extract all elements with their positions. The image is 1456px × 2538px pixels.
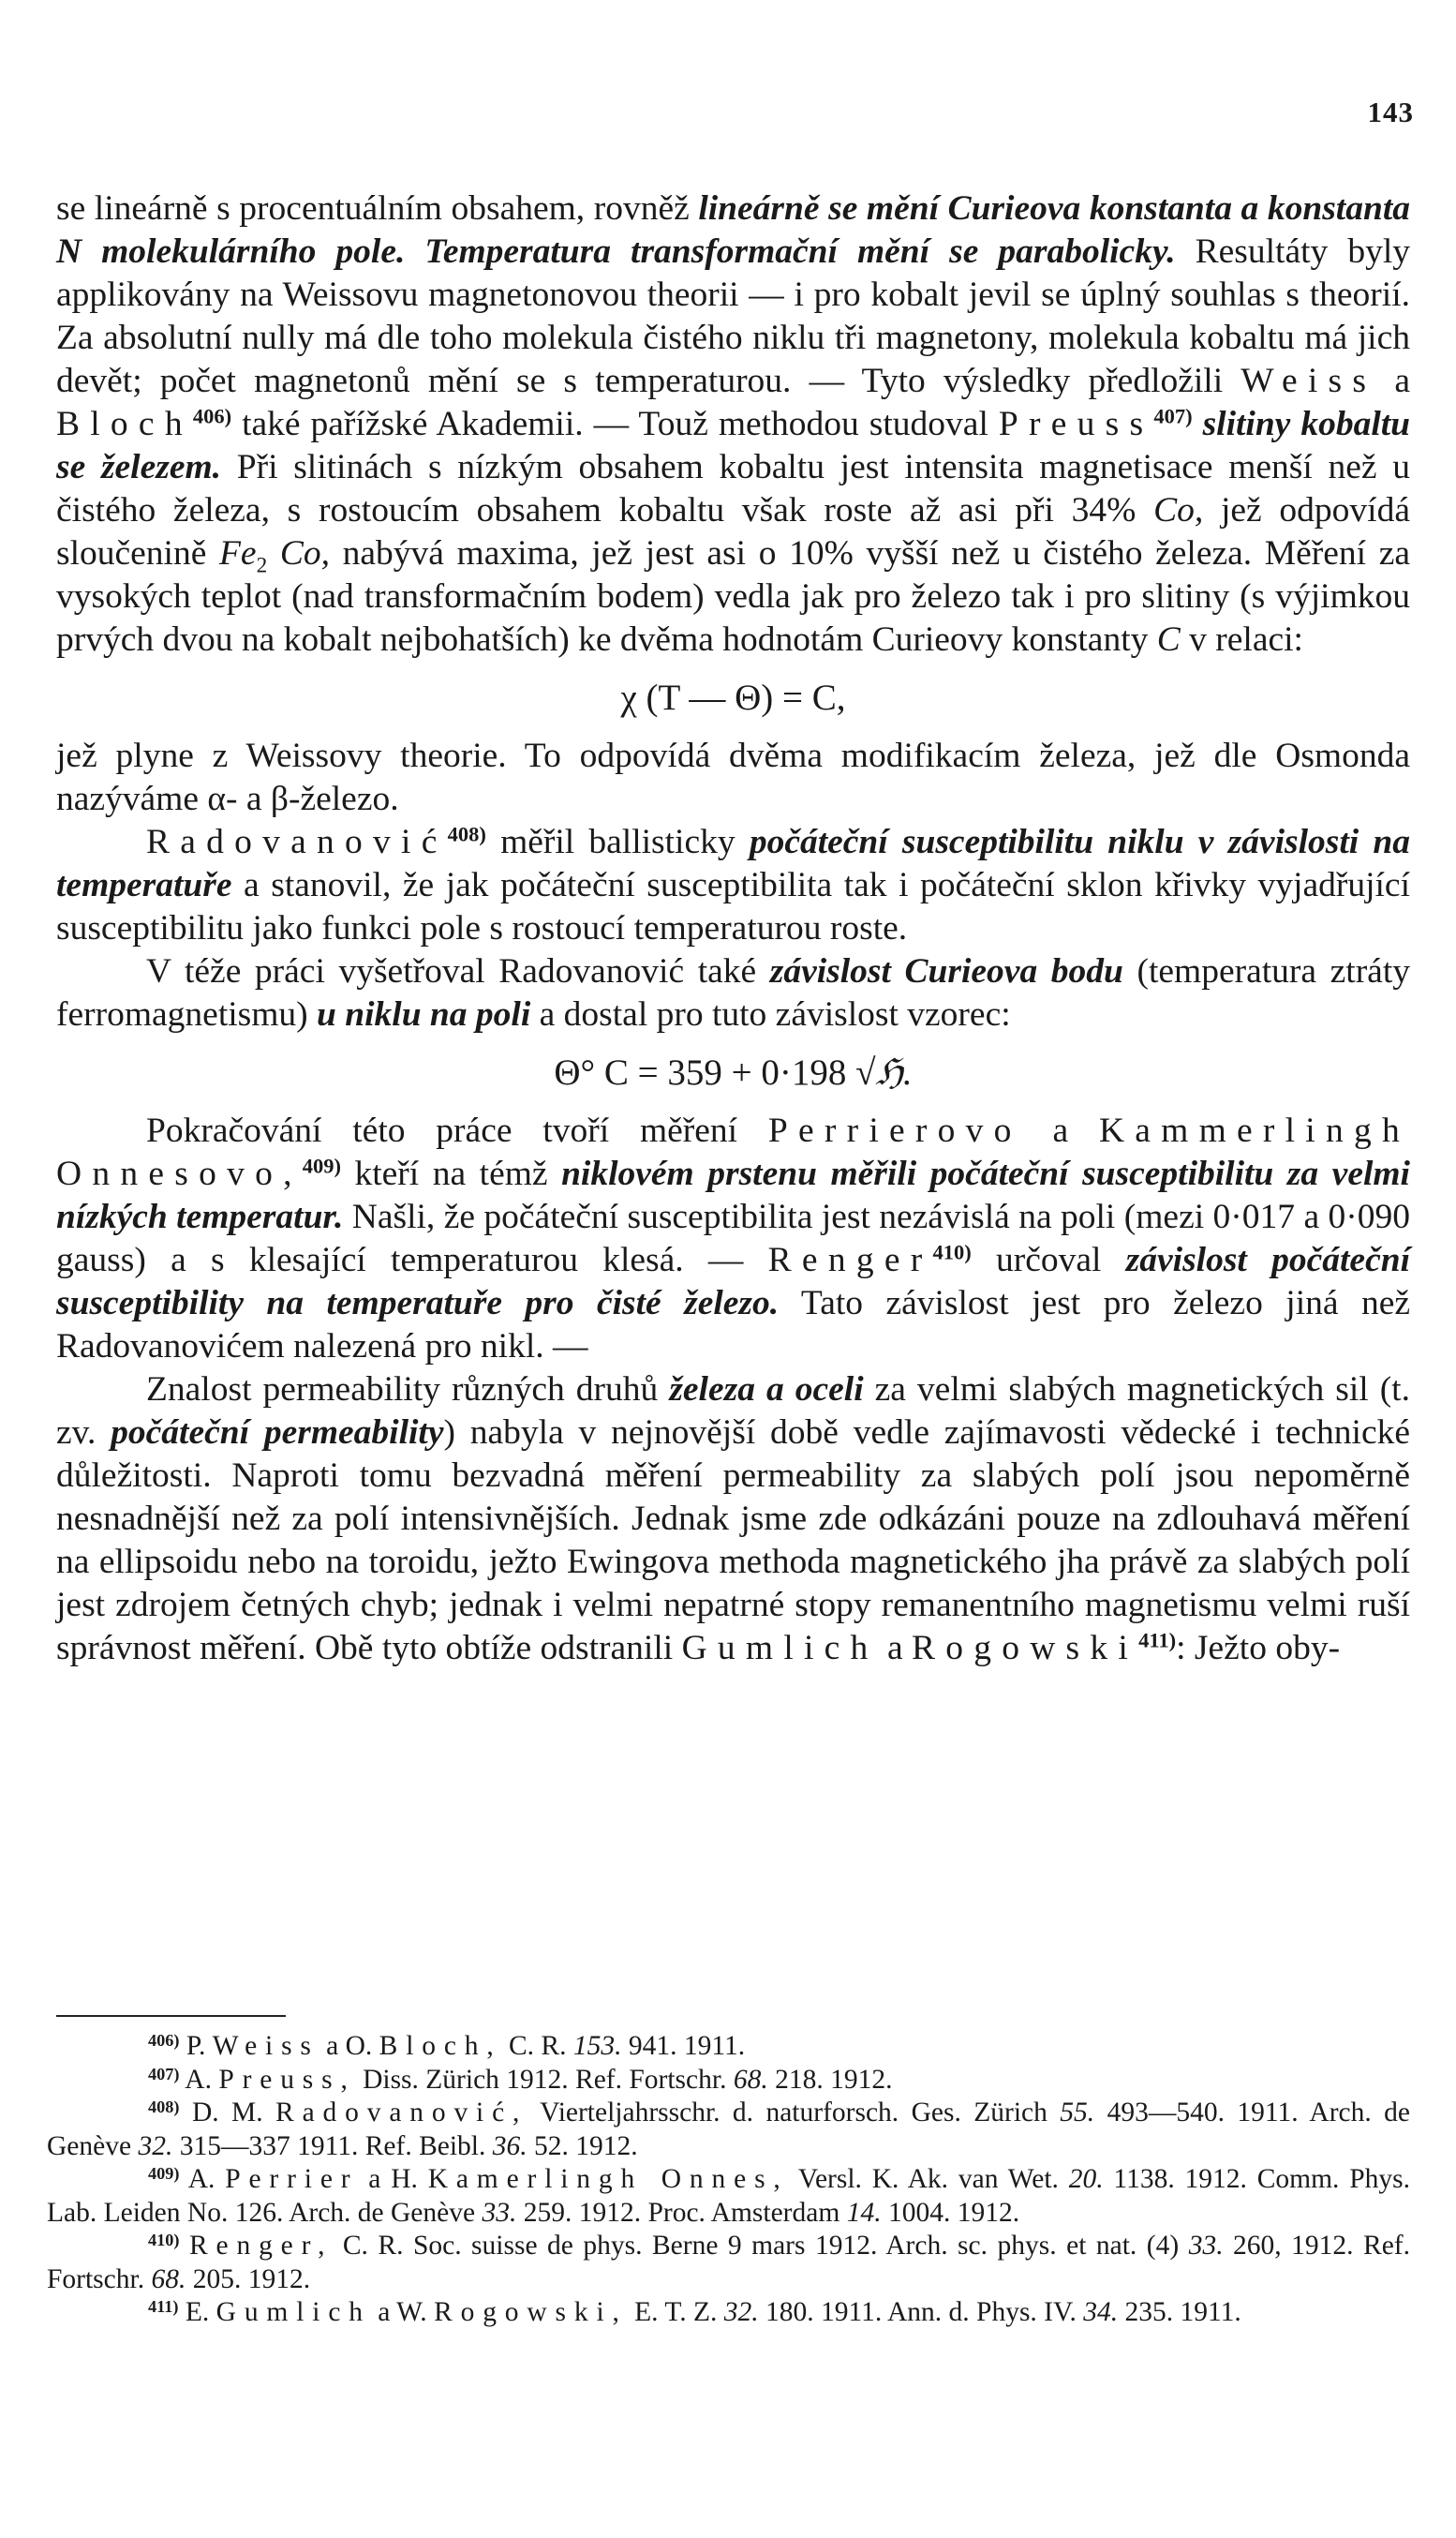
- text-span: v relaci:: [1180, 620, 1303, 659]
- emphasis: počáteční permeability: [111, 1413, 444, 1452]
- emphasis: slitiny kobaltu se železem.: [56, 405, 1411, 486]
- author-name: Bloch: [56, 405, 193, 443]
- text-span: a: [1021, 1112, 1099, 1150]
- paragraph-3: [56, 821, 1410, 950]
- footnote-divider: [56, 2015, 286, 2017]
- footnote-411: $^{411)}$ E. Gumlich a W. Rogowski, E. T. Z. 32. 180. 1911. Ann. d. Phys. IV. 34. 235. 1911.: [148, 2296, 1241, 2327]
- author-name: Gumlich: [215, 2297, 371, 2327]
- footnote-ref-408: 408): [447, 822, 486, 846]
- text-span: ) nabyla v nejnovější době vedle zajímavosti vědecké i technické důležitosti. Naproti tomu bezvadná měření permeability za slabých polí jsou nepoměrně nesnadnější než za polí intensivnějších. Jednak jsme zde odkázáni pouze na zdlouhavá měření na ellipsoidu nebo na toroidu, ježto Ewingova methoda magnetického jha právě za slabých polí jest zdrojem četných chyb; jednak i velmi nepatrné stopy remanentního magnetismu velmi ruší správnost měření. Obě tyto obtíže odstranili: [56, 1413, 1410, 1667]
- text-span: [1193, 405, 1203, 443]
- footnote-ref-410: 410): [932, 1240, 972, 1264]
- text-span: jež odpovídá sloučenině: [56, 491, 1410, 573]
- text-span: Našli, že počáteční susceptibilita jest nezávislá na poli (mezi 0·017 a 0·090 gauss) a s klesající temperaturou klesá. —: [56, 1198, 1410, 1279]
- volume: 68.: [733, 2064, 768, 2095]
- paragraph-5: [56, 1110, 1410, 1368]
- footnote-ref-406: 406): [192, 404, 232, 428]
- author-name: Rogowski: [911, 1629, 1139, 1667]
- paragraph-4: [56, 950, 1410, 1037]
- footnote-ref-409: 409): [302, 1154, 341, 1178]
- author-name: Perrier: [225, 2164, 359, 2194]
- footnote-ref-411: 411): [1138, 1628, 1177, 1652]
- text-span: nabývá maxima, jež jest asi o 10% vyšší než u čistého železa. Měření za vysokých teplot (nad transformačním bodem) vedla jak pro železo tak i pro slitiny (s výjimkou prvých dvou na kobalt nejbohatších) ke dvěma hodnotám Curieovy konstanty: [56, 534, 1411, 659]
- formula-curie-weiss: χ (T — Θ) = C,: [620, 678, 846, 718]
- emphasis: lineárně se mění Curieova konstanta a konstanta N molekulárního pole. Temperatura transformační mění se parabolicky.: [56, 189, 1410, 271]
- volume: 36.: [492, 2130, 527, 2161]
- author-name: Radovanović: [146, 823, 448, 861]
- subscript: 2: [256, 553, 268, 578]
- volume: 32.: [723, 2297, 759, 2327]
- author-name: Bloch,: [379, 2031, 502, 2061]
- author-name: Weiss: [212, 2031, 319, 2061]
- author-name: Radovanović,: [275, 2098, 528, 2127]
- footnote-410: $^{410)}$ Renger, C. R. Soc. suisse de phys. Berne 9 mars 1912. Arch. sc. phys. et nat. (4) 33. 260, 1912. Ref. Fortschr. 68. 205. 1912.: [47, 2230, 1411, 2294]
- text-span: se lineárně s procentuálním obsahem, rovněž: [56, 189, 699, 228]
- text-span: také pařížské Akademii. — Touž methodou studoval: [231, 405, 999, 443]
- text-span: a stanovil, že jak počáteční susceptibilita tak i počáteční sklon křivky vyjadřující susceptibilitu jako funkci pole s rostoucí temperaturou roste.: [56, 866, 1410, 948]
- footnote-409: $^{409)}$ A. Perrier a H. Kamerlingh Onnes, Versl. K. Ak. van Wet. 20. 1138. 1912. Comm. Phys. Lab. Leiden No. 126. Arch. de Genève 33. 259. 1912. Proc. Amsterdam 14. 1004. 1912.: [47, 2163, 1411, 2228]
- paragraph-1: [56, 187, 1410, 662]
- text-span: : Ježto oby-: [1176, 1629, 1341, 1667]
- main-text: [56, 187, 1410, 1670]
- emphasis: niklovém prstenu měřili počáteční susceptibilitu za velmi nízkých temperatur.: [56, 1155, 1410, 1236]
- paragraph-6: [56, 1368, 1410, 1670]
- formula-left: Θ° C = 359 + 0·198: [554, 1053, 856, 1093]
- formula-curie-point: [56, 1050, 1410, 1097]
- emphasis: u niklu na poli: [317, 995, 531, 1034]
- emphasis: počáteční susceptibilitu niklu v závislosti na temperatuře: [56, 823, 1410, 904]
- author-name: Weiss: [1241, 362, 1377, 400]
- formula-inline: Fe: [219, 534, 257, 573]
- volume: 55.: [1060, 2098, 1095, 2127]
- text-span: Znalost permeability různých druhů: [146, 1370, 670, 1409]
- text-span: V téže práci vyšetřoval Radovanović také: [146, 952, 770, 991]
- author-name: Renger: [767, 1241, 933, 1279]
- text-span: určoval: [971, 1241, 1126, 1279]
- formula-inline: Co,: [1153, 491, 1204, 530]
- volume: 34.: [1083, 2297, 1119, 2327]
- text-span: Tato závislost jest pro železo jiná než Radovanovićem nalezená pro nikl. —: [56, 1284, 1410, 1366]
- author-name: Preuss,: [218, 2064, 356, 2095]
- text-span: a: [878, 1629, 912, 1667]
- text-span: Při slitinách s nízkým obsahem kobaltu jest intensita magnetisace menší než u čistého železa, s rostoucím obsahem kobaltu však roste až asi při 34%: [56, 448, 1410, 530]
- volume: 32.: [138, 2130, 173, 2161]
- volume: 14.: [846, 2197, 882, 2228]
- footnotes: [47, 2030, 1410, 2330]
- author-name: Renger,: [189, 2231, 334, 2261]
- text-span: (temperatura ztráty ferromagnetismu): [56, 952, 1410, 1034]
- volume: 153.: [572, 2031, 622, 2061]
- formula-inline: Co,: [267, 534, 330, 573]
- author-name: Rogowski,: [434, 2297, 628, 2327]
- footnote-407: $^{407)}$ A. Preuss, Diss. Zürich 1912. Ref. Fortschr. 68. 218. 1912.: [148, 2064, 893, 2095]
- text-span: za velmi slabých magnetických sil (t. zv.: [56, 1370, 1410, 1452]
- text-span: a: [1376, 362, 1410, 400]
- volume: 33.: [482, 2197, 517, 2228]
- author-name: Perrierovo: [767, 1112, 1022, 1150]
- emphasis: závislost počáteční susceptibility na temperatuře pro čisté železo.: [56, 1241, 1410, 1322]
- footnote-408: $^{408)}$ D. M. Radovanović, Vierteljahrsschr. d. naturforsch. Ges. Zürich 55. 493—540. 1911. Arch. de Genève 32. 315—337 1911. Ref. Beibl. 36. 52. 1912.: [47, 2097, 1411, 2161]
- text-span: a dostal pro tuto závislost vzorec:: [530, 995, 1011, 1034]
- author-name: Gumlich: [681, 1629, 879, 1667]
- footnote-ref-407: 407): [1153, 404, 1193, 428]
- text-span: Pokračování této práce tvoří měření: [146, 1112, 768, 1150]
- formula-root: √ℌ.: [855, 1053, 913, 1093]
- emphasis: závislost Curieova bodu: [769, 952, 1123, 991]
- formula-inline: C: [1156, 620, 1181, 659]
- author-name: Kammerlingh Onnesovo,: [56, 1112, 1410, 1193]
- footnote-406: $^{406)}$ P. Weiss a O. Bloch, C. R. 153. 941. 1911.: [148, 2030, 746, 2061]
- text-span: Resultáty byly applikovány na Weissovu magnetonovou theorii — i pro kobalt jevil se úplný souhlas s theorií. Za absolutní nully má dle toho molekula čistého niklu tři magnetony, molekula kobaltu má jich devět; počet magnetonů mění se s temperaturou. — Tyto výsledky předložili: [56, 232, 1410, 400]
- volume: 33.: [1188, 2231, 1224, 2261]
- author-name: Preuss: [998, 405, 1154, 443]
- text-span: jež plyne z Weissovy theorie. To odpovídá dvěma modifikacím železa, jež dle Osmonda nazýváme α- a β-železo.: [56, 737, 1410, 818]
- paragraph-2: [56, 735, 1410, 821]
- volume: 68.: [151, 2263, 186, 2294]
- text-span: měřil ballisticky: [485, 823, 750, 861]
- emphasis: železa a oceli: [669, 1370, 864, 1409]
- author-name: Kamerlingh Onnes,: [427, 2164, 789, 2194]
- text-span: kteří na témž: [340, 1155, 562, 1193]
- volume: 20.: [1068, 2164, 1104, 2194]
- page-number: 143: [1367, 96, 1414, 128]
